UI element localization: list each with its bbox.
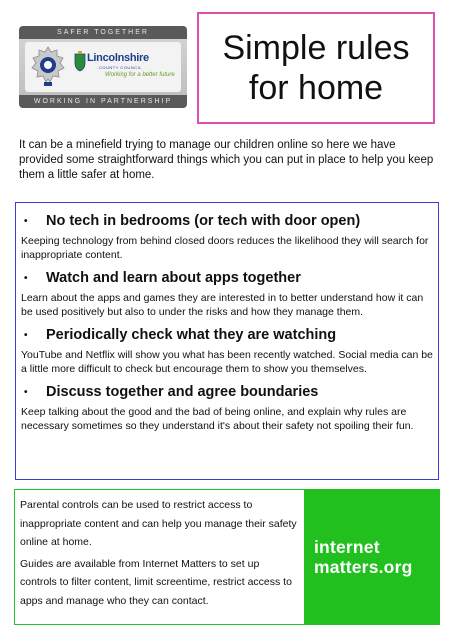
council-crest-icon bbox=[73, 51, 87, 73]
im-line-2: matters.org bbox=[314, 557, 413, 577]
rule-heading-text: Periodically check what they are watching bbox=[46, 327, 337, 343]
council-name: Lincolnshire bbox=[87, 52, 149, 64]
title-line-2: for home bbox=[248, 69, 384, 107]
council-sub: COUNTY COUNCIL bbox=[99, 65, 142, 70]
title-box bbox=[197, 12, 435, 124]
rule-heading bbox=[21, 213, 434, 229]
rule-heading bbox=[21, 327, 434, 343]
bullet-icon: • bbox=[24, 386, 28, 398]
logo-top-band: SAFER TOGETHER bbox=[19, 26, 187, 39]
parental-controls-paragraph-1: Parental controls can be used to restrict access to inappropriate content and can help you manage their safety online at home. bbox=[20, 499, 297, 548]
bullet-icon: • bbox=[24, 329, 28, 341]
police-badge-icon bbox=[31, 46, 65, 88]
rule-text: YouTube and Netflix will show you what has been recently watched. Social media can be a little more difficult to check but encourage them to show you themselves. bbox=[21, 349, 433, 375]
rule-heading-text: Discuss together and agree boundaries bbox=[46, 384, 319, 400]
rule-text: Keeping technology from behind closed doors reduces the likelihood they will search for inappropriate content. bbox=[21, 235, 429, 261]
bullet-icon: • bbox=[24, 215, 28, 227]
parental-controls-box bbox=[14, 489, 440, 625]
rules-box bbox=[15, 202, 439, 480]
parental-controls-paragraph-2: Guides are available from Internet Matters to set up controls to filter content, limit screentime, restrict access to apps and manage who they can contact. bbox=[20, 557, 292, 607]
internet-matters-wordmark bbox=[314, 537, 412, 577]
logo-body bbox=[25, 42, 181, 92]
parental-controls-text bbox=[15, 490, 304, 624]
rule-text: Learn about the apps and games they are interested in to better understand how it can be used positively but also to under the risks and how they manage them. bbox=[21, 292, 424, 318]
rule-heading bbox=[21, 270, 434, 286]
rule-heading-text: No tech in bedrooms (or tech with door open) bbox=[46, 213, 361, 229]
rule-heading-text: Watch and learn about apps together bbox=[46, 270, 301, 286]
safer-together-logo bbox=[19, 26, 187, 108]
logo-bottom-band: WORKING IN PARTNERSHIP bbox=[19, 95, 187, 108]
rule-heading bbox=[21, 384, 434, 400]
internet-matters-logo bbox=[304, 489, 440, 625]
title-line-1: Simple rules bbox=[222, 29, 410, 67]
bullet-icon: • bbox=[24, 272, 28, 284]
intro-paragraph: It can be a minefield trying to manage our children online so here we have provided some straightforward things which you can put in place to help you keep them a little safer at home. bbox=[19, 139, 434, 181]
rule-text: Keep talking about the good and the bad of being online, and explain why rules are necessary sometimes so they understand it's about their safety not spoiling their fun. bbox=[21, 406, 414, 432]
council-tagline: Working for a better future bbox=[105, 72, 175, 78]
im-line-1: internet bbox=[314, 537, 380, 557]
